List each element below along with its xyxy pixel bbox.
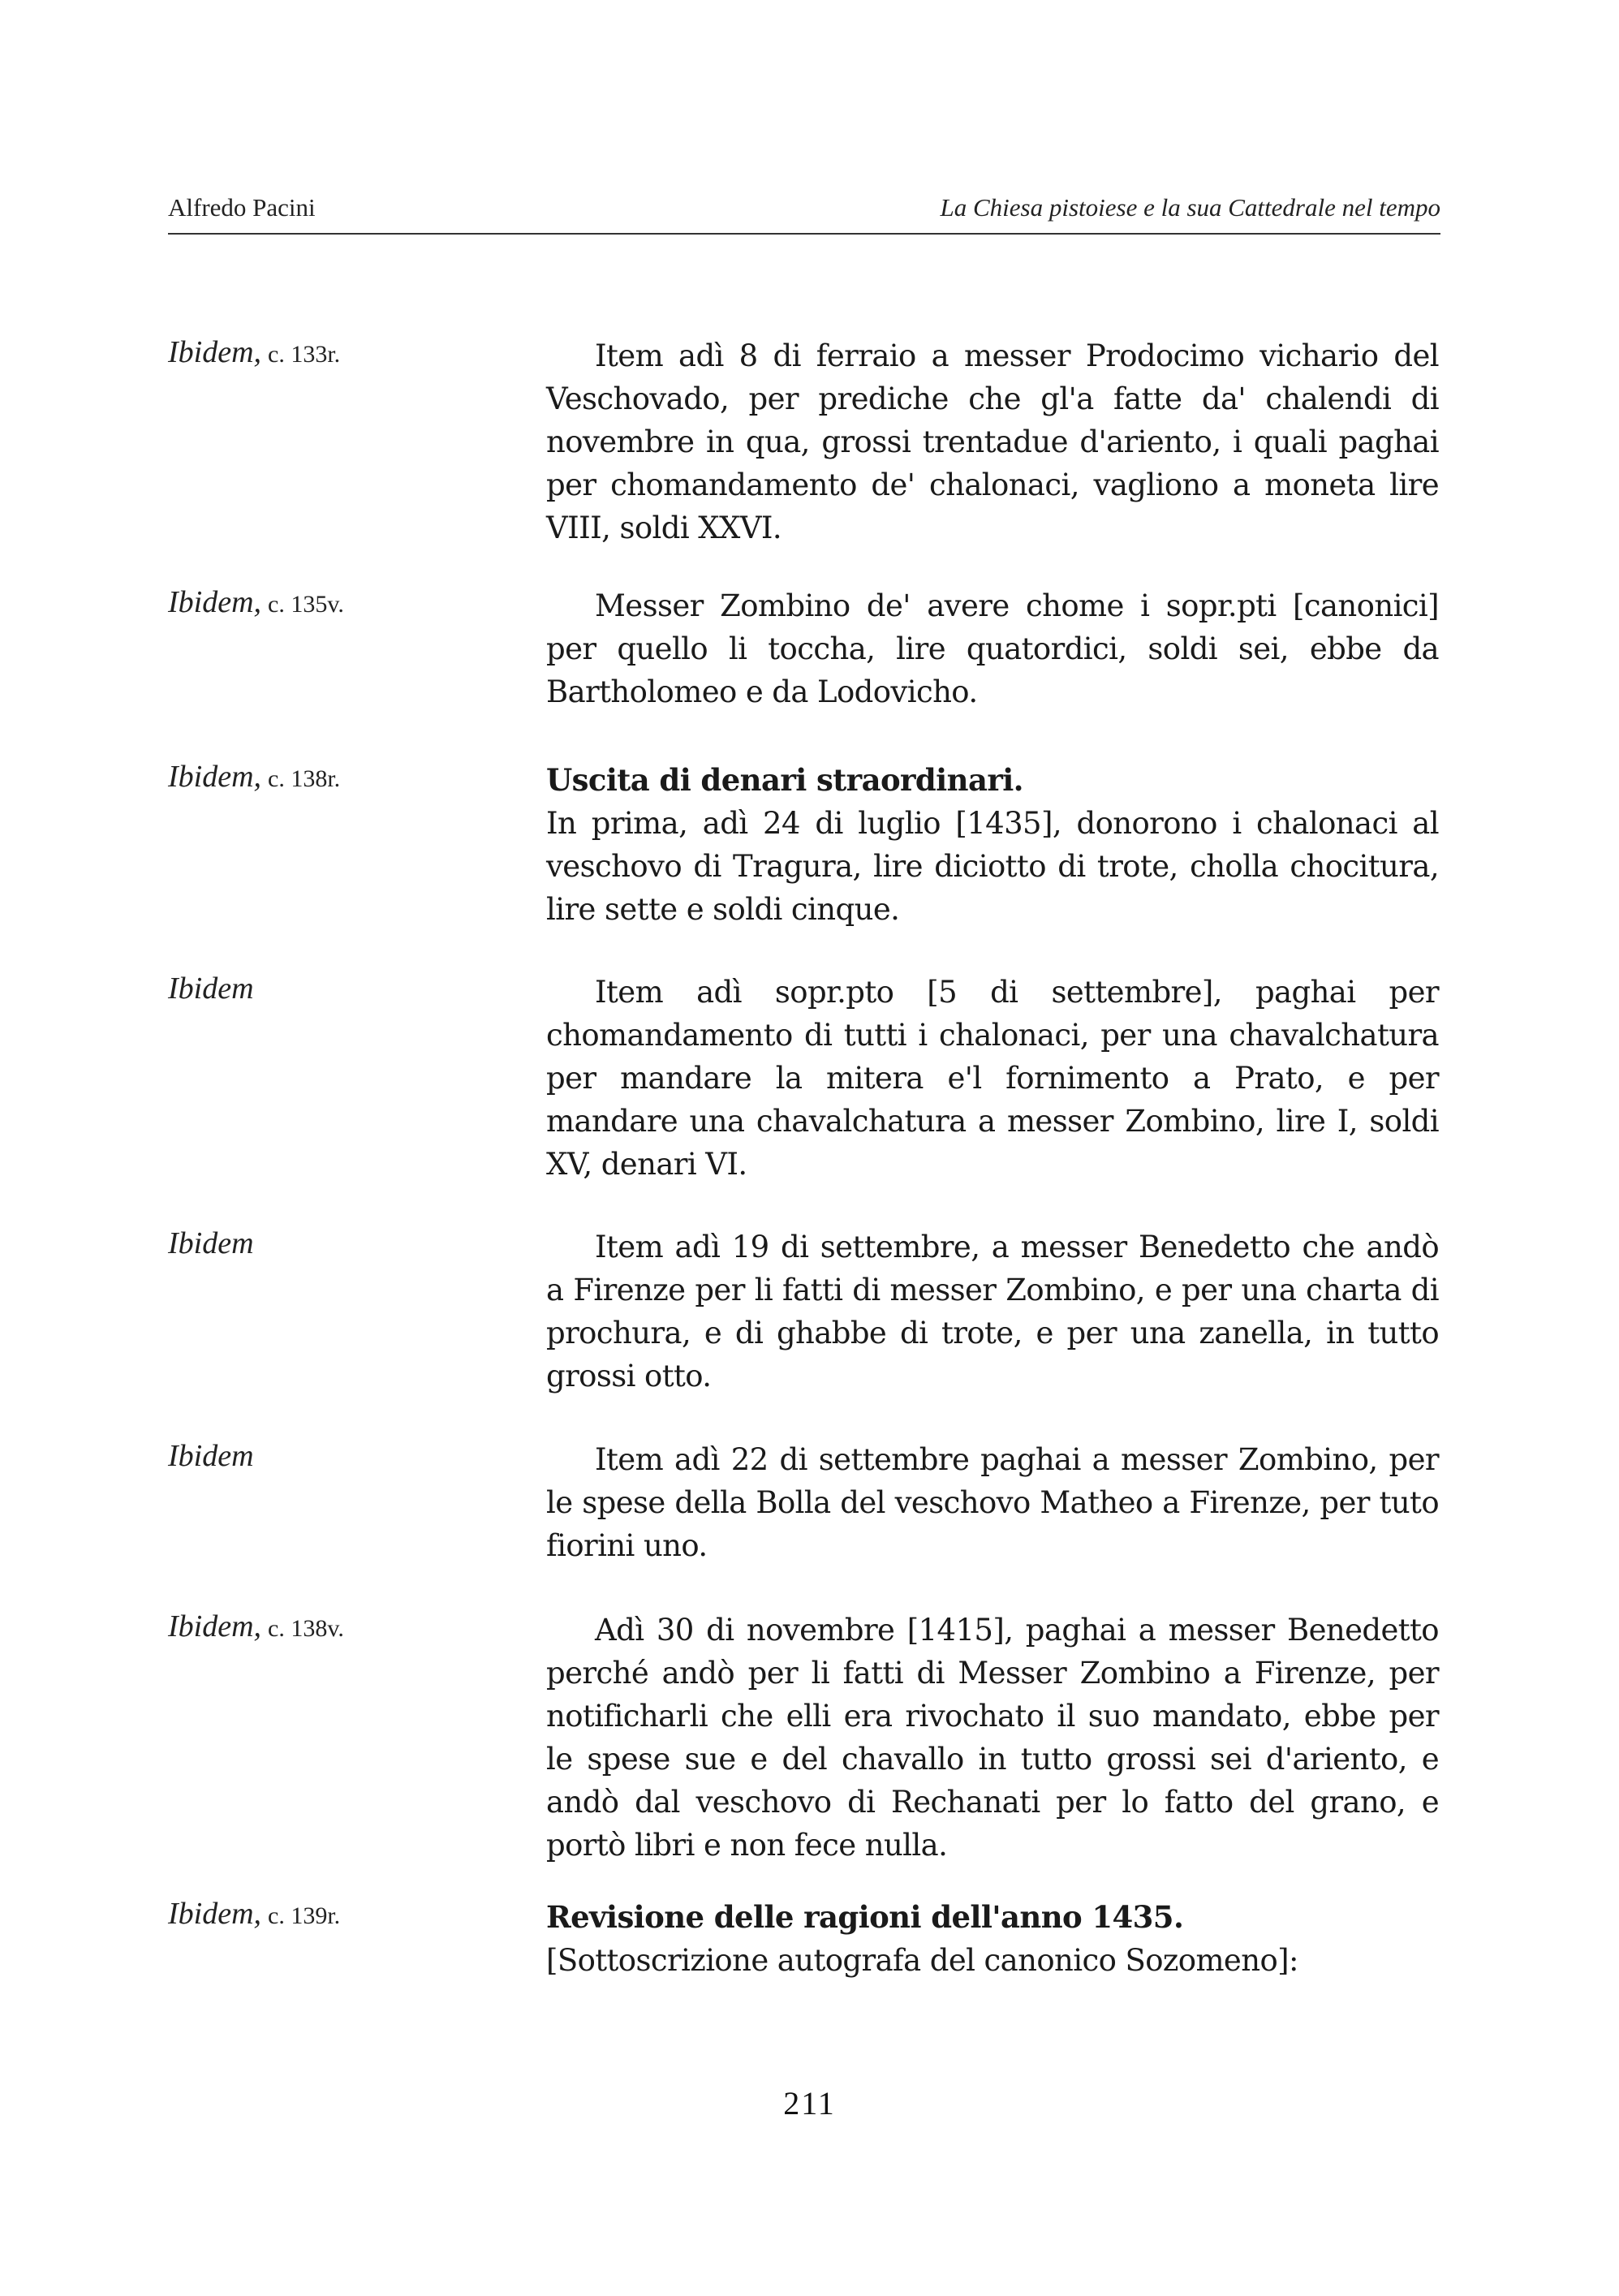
paragraph: Item adì 8 di ferraio a messer Prodocimo vichario del Veschovado, per prediche che gl'a fatte da' chalendi di novembre in qua, grossi trentadue d'ariento, i quali paghai per chomandamento de' chalonaci, vagliono a moneta lire VIII, soldi XXVI. [546,338,1439,545]
section-heading: Uscita di denari straordinari. [546,762,1023,798]
paragraph: Adì 30 di novembre [1415], paghai a messer Benedetto perché andò per li fatti di Messer Zombino a Firenze, per notificharli che elli era rivochato il suo mandato, ebbe per le spese sue e del chavallo in tutto grossi sei d'ariento, e andò dal veschovo di Rechanati per lo fatto del grano, e portò libri e non fece nulla. [546,1613,1439,1863]
entry-text [546,1896,1439,1982]
source-reference [168,759,340,795]
ref-carta: c. 138v. [268,1615,344,1642]
ref-ibidem: Ibidem [168,1226,254,1260]
header-rule [168,233,1440,235]
ref-ibidem: Ibidem [168,1439,254,1473]
entry-text [546,971,1439,1186]
ref-ibidem: Ibidem, [168,1609,262,1643]
ref-ibidem: Ibidem [168,971,254,1006]
ref-ibidem: Ibidem, [168,335,262,369]
source-reference [168,1438,261,1474]
page-number: 211 [783,2085,836,2122]
entry-text [546,334,1439,549]
entry-text [546,759,1439,931]
ref-carta: c. 135v. [268,591,344,618]
paragraph: Item adì 22 di settembre paghai a messer Zombino, per le spese della Bolla del veschovo Matheo a Firenze, per tuto fiorini uno. [546,1442,1439,1563]
author-name: Alfredo Pacini [168,193,316,222]
source-reference [168,334,340,370]
paragraph: In prima, adì 24 di luglio [1435], donorono i chalonaci al veschovo di Tragura, lire diciotto di trote, cholla chocitura, lire sette e soldi cinque. [546,806,1439,927]
section-heading: Revisione delle ragioni dell'anno 1435. [546,1899,1184,1935]
paragraph: Item adì sopr.pto [5 di settembre], paghai per chomandamento di tutti i chalonaci, per una chavalchatura per mandare la mitera e'l fornimento a Prato, e per mandare una chavalchatura a messer Zombino, lire I, soldi XV, denari VI. [546,975,1439,1182]
entry-text [546,1438,1439,1567]
source-reference [168,584,344,620]
ref-ibidem: Ibidem, [168,1897,262,1931]
source-reference [168,1609,344,1644]
paragraph: Item adì 19 di settembre, a messer Benedetto che andò a Firenze per li fatti di messer Zombino, e per una charta di prochura, e di ghabbe di trote, e per una zanella, in tutto grossi otto. [546,1230,1439,1394]
paragraph: [Sottoscrizione autografa del canonico Sozomeno]: [546,1943,1298,1978]
ref-ibidem: Ibidem, [168,585,262,619]
entry-text [546,1226,1439,1398]
book-title: La Chiesa pistoiese e la sua Cattedrale nel tempo [940,193,1440,222]
entry-text [546,1609,1439,1867]
ref-carta: c. 139r. [268,1902,341,1929]
paragraph: Messer Zombino de' avere chome i sopr.pti [canonici] per quello li toccha, lire quatordici, soldi sei, ebbe da Bartholomeo e da Lodovicho. [546,588,1439,709]
source-reference [168,971,261,1006]
ref-ibidem: Ibidem, [168,760,262,794]
entry-text [546,584,1439,713]
running-header [168,193,1440,222]
source-reference [168,1896,340,1932]
ref-carta: c. 138r. [268,765,341,792]
ref-carta: c. 133r. [268,341,341,368]
source-reference [168,1226,261,1261]
